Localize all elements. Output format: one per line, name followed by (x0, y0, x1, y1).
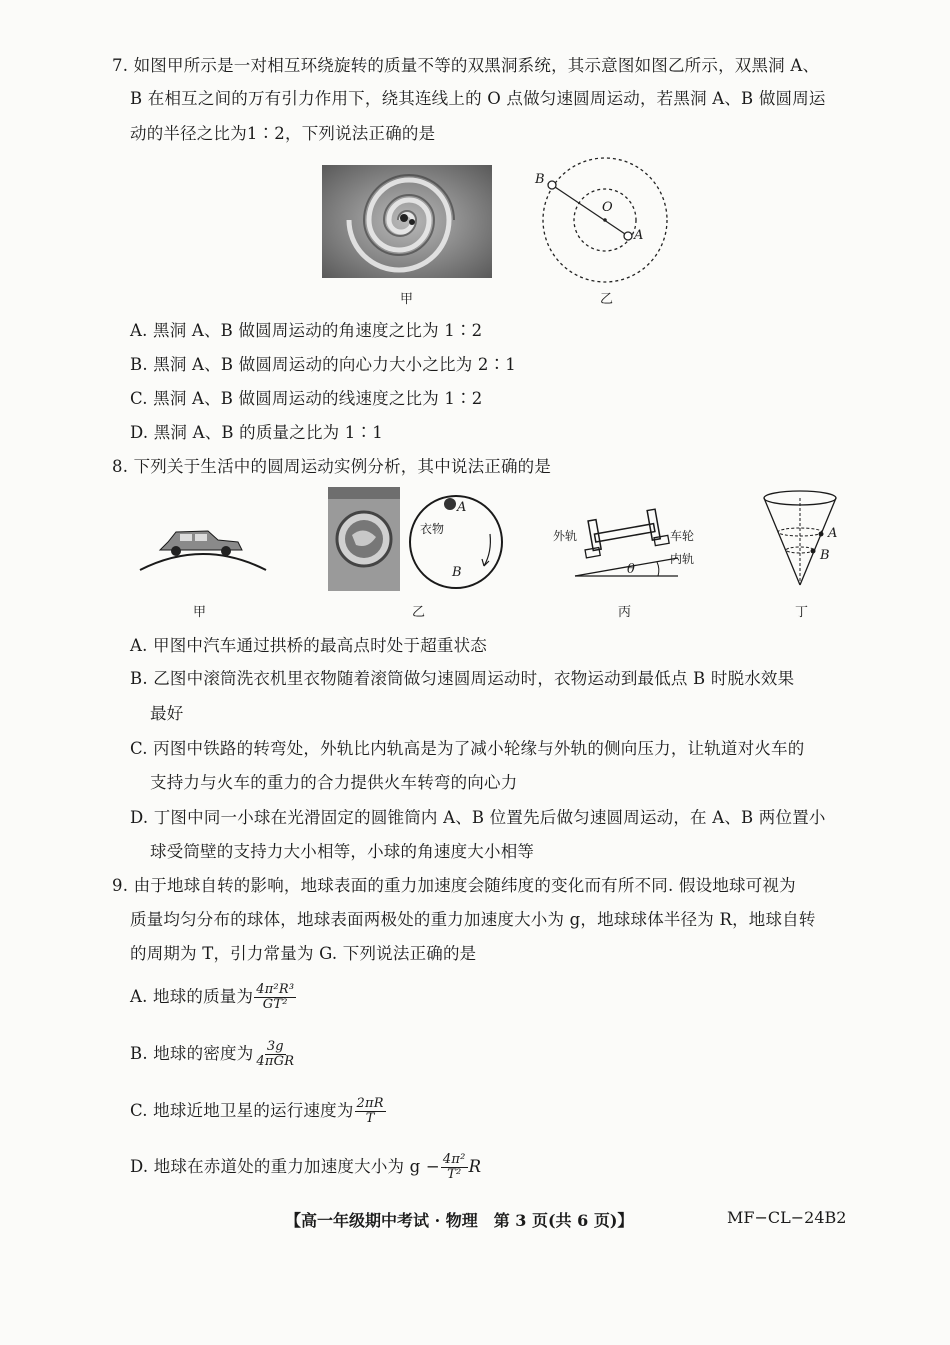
q9-option-C (130, 1097, 387, 1126)
orbit-label-A: A (634, 228, 644, 243)
q7-stem-line1: 7. 如图甲所示是一对相互环绕旋转的质量不等的双黑洞系统，其示意图如图乙所示，双黑洞 A、 (112, 56, 820, 75)
q8-option-B: B. 乙图中滚筒洗衣机里衣物随着滚筒做匀速圆周运动时，衣物运动到最低点 B 时脱水效果 (130, 669, 795, 688)
q9-option-B (130, 1040, 297, 1069)
q7-stem-line3: 动的半径之比为1∶2，下列说法正确的是 (130, 124, 436, 143)
drum-label-B: B (452, 565, 462, 580)
q7-option-C: C. 黑洞 A、B 做圆周运动的线速度之比为 1∶2 (130, 389, 483, 408)
q9-option-D (130, 1153, 481, 1182)
q9-option-A-numerator: 4π²R³ (256, 982, 295, 998)
q7-option-D: D. 黑洞 A、B 的质量之比为 1∶1 (130, 423, 383, 442)
q9-option-C-numerator: 2πR (356, 1096, 384, 1112)
q9-option-D-numerator: 4π² (442, 1152, 466, 1168)
q7-option-A: A. 黑洞 A、B 做圆周运动的角速度之比为 1∶2 (130, 321, 483, 340)
q9-option-A-text: A. 地球的质量为 (130, 987, 254, 1006)
drum-label-A: A (457, 500, 467, 515)
railway-label-inner: 内轨 (670, 552, 695, 566)
orbit-label-B: B (535, 172, 545, 187)
q9-option-D-denominator: T² (447, 1167, 462, 1182)
railway-label-outer: 外轨 (553, 529, 578, 543)
q9-stem-line3: 的周期为 T，引力常量为 G. 下列说法正确的是 (130, 944, 477, 963)
q9-option-A-fraction (254, 983, 296, 1011)
q8-option-A: A. 甲图中汽车通过拱桥的最高点时处于超重状态 (130, 636, 488, 655)
q8-option-C: C. 丙图中铁路的转弯处，外轨比内轨高是为了减小轮缘与外轨的侧向压力，让轨道对火车的 (130, 739, 805, 758)
q7-option-B: B. 黑洞 A、B 做圆周运动的向心力大小之比为 2∶1 (130, 355, 516, 374)
q7-stem-line2: B 在相互之间的万有引力作用下，绕其连线上的 O 点做匀速圆周运动，若黑洞 A、B 做圆周运 (130, 89, 826, 108)
caption-fig8-ding: 丁 (795, 605, 809, 620)
car-on-bridge-figure (138, 520, 268, 575)
q9-option-B-denominator: 4πGR (256, 1054, 295, 1069)
q9-option-B-text: B. 地球的密度为 (130, 1044, 254, 1063)
orbit-diagram (535, 150, 675, 290)
q9-option-D-tail: R (468, 1157, 482, 1176)
q8-stem: 8. 下列关于生活中的圆周运动实例分析，其中说法正确的是 (112, 457, 552, 476)
q8-option-C-cont: 支持力与火车的重力的合力提供火车转弯的向心力 (150, 773, 518, 792)
banked-railway-figure (570, 500, 680, 580)
q8-option-D: D. 丁图中同一小球在光滑固定的圆锥筒内 A、B 位置先后做匀速圆周运动，在 A、B 两位置小 (130, 808, 826, 827)
cone-label-B: B (820, 548, 830, 563)
q9-option-C-denominator: T (365, 1111, 375, 1126)
q8-option-B-cont: 最好 (150, 704, 184, 723)
q8-option-D-cont: 球受筒壁的支持力大小相等，小球的角速度大小相等 (150, 842, 535, 861)
caption-fig-jia: 甲 (400, 292, 414, 307)
q9-option-B-numerator: 3g (266, 1039, 284, 1055)
caption-fig8-yi: 乙 (412, 605, 426, 620)
q9-option-C-fraction (355, 1097, 386, 1125)
orbit-label-O: O (602, 200, 613, 215)
cone-label-A: A (828, 526, 838, 541)
drum-label-clothes: 衣物 (420, 522, 445, 536)
q9-option-B-fraction (254, 1040, 296, 1068)
caption-fig8-jia: 甲 (193, 605, 207, 620)
q9-option-C-text: C. 地球近地卫星的运行速度为 (130, 1101, 354, 1120)
binary-black-hole-photo (322, 165, 492, 278)
caption-fig-yi: 乙 (600, 292, 614, 307)
q9-option-A (130, 983, 297, 1012)
railway-label-theta: θ (627, 562, 635, 577)
washing-machine-photo (328, 487, 400, 591)
page-footer-info: 【高一年级期中考试 · 物理 第 3 页(共 6 页)】 (285, 1211, 634, 1230)
page-footer-code: MF−CL−24B2 (727, 1208, 847, 1227)
railway-label-wheel: 车轮 (670, 529, 695, 543)
q9-stem-line2: 质量均匀分布的球体，地球表面两极处的重力加速度大小为 g，地球球体半径为 R，地球自转 (130, 910, 816, 929)
caption-fig8-bing: 丙 (618, 605, 632, 620)
q9-option-A-denominator: GT² (262, 997, 288, 1012)
q9-option-D-fraction (441, 1153, 468, 1181)
q9-option-D-text: D. 地球在赤道处的重力加速度大小为 g − (130, 1157, 440, 1176)
q9-stem-line1: 9. 由于地球自转的影响，地球表面的重力加速度会随纬度的变化而有所不同. 假设地球可视为 (112, 876, 796, 895)
